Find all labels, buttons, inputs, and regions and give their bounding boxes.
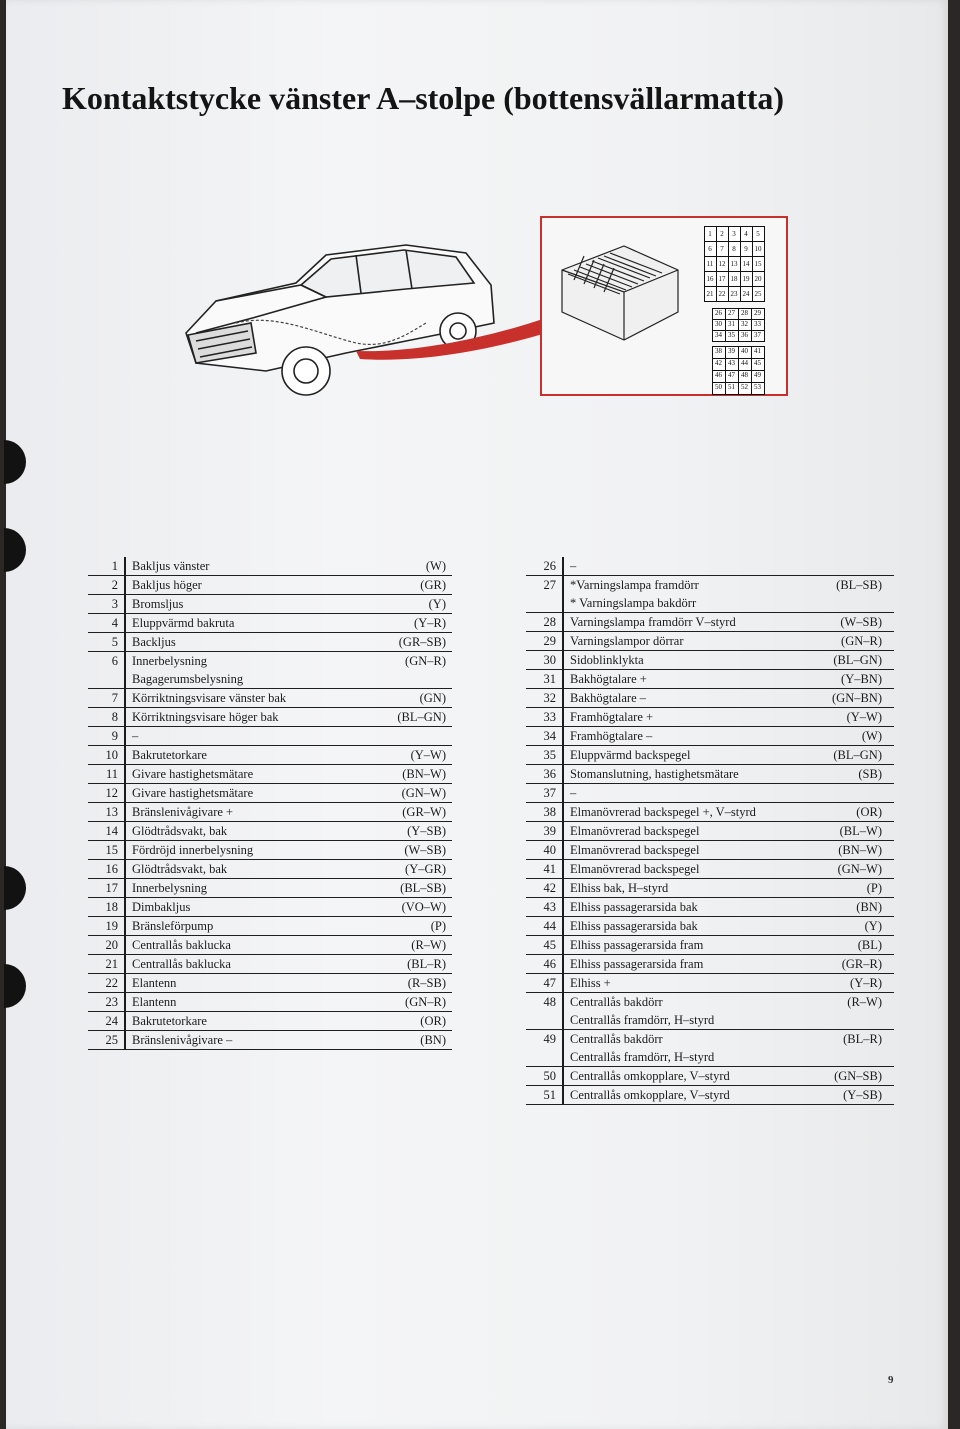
pin-number: 37 <box>543 786 556 800</box>
table-row <box>526 727 894 746</box>
pin-number: 47 <box>543 976 556 990</box>
table-row <box>526 632 894 651</box>
table-row <box>88 765 452 784</box>
pin-function: Elhiss passagerarsida bak <box>570 900 698 914</box>
wire-color-code: (GN–R) <box>841 634 882 648</box>
wire-color-code: (BN) <box>856 900 882 914</box>
table-row <box>526 936 894 955</box>
car-drawing <box>156 223 546 413</box>
pin-number: 39 <box>543 824 556 838</box>
table-row <box>526 898 894 917</box>
connector-pin: 15 <box>752 256 765 272</box>
pin-function: Elhiss bak, H–styrd <box>570 881 669 895</box>
pin-number: 27 <box>543 578 556 592</box>
table-row <box>88 917 452 936</box>
wire-color-code: (W–SB) <box>840 615 882 629</box>
table-row <box>88 1012 452 1031</box>
pin-function: Fördröjd innerbelysning <box>132 843 254 857</box>
pin-function: * Varningslampa bakdörr <box>570 596 697 610</box>
pin-number: 18 <box>105 900 118 914</box>
pin-table-right <box>526 557 894 1105</box>
table-row <box>526 974 894 993</box>
connector-pin: 13 <box>728 256 741 272</box>
pin-number: 25 <box>105 1033 118 1047</box>
pin-number: 42 <box>543 881 556 895</box>
table-row <box>526 879 894 898</box>
wire-color-code: (GR–SB) <box>398 635 446 649</box>
wire-color-code: (P) <box>866 881 882 895</box>
pin-number: 36 <box>543 767 556 781</box>
pin-number: 14 <box>105 824 118 838</box>
connector-pin: 40 <box>738 346 752 359</box>
pin-function: Varningslampor dörrar <box>570 634 684 648</box>
pin-function: Centrallås omkopplare, V–styrd <box>570 1069 730 1083</box>
pin-function: Bakljus höger <box>132 578 202 592</box>
pin-function: Körriktningsvisare höger bak <box>132 710 279 724</box>
pin-table-left <box>88 557 452 1050</box>
table-row <box>526 955 894 974</box>
table-row <box>526 841 894 860</box>
pin-number: 31 <box>543 672 556 686</box>
pin-function: *Varningslampa framdörr <box>570 578 699 592</box>
document-page <box>6 0 948 1429</box>
wire-color-code: (BN) <box>420 1033 446 1047</box>
pin-number: 45 <box>543 938 556 952</box>
connector-pin: 17 <box>716 271 729 287</box>
table-row <box>88 955 452 974</box>
pin-number: 23 <box>105 995 118 1009</box>
table-row <box>88 746 452 765</box>
connector-pin: 23 <box>728 286 741 302</box>
connector-pin: 48 <box>738 370 752 383</box>
pin-number: 10 <box>105 748 118 762</box>
table-row <box>526 860 894 879</box>
connector-pin: 45 <box>751 358 765 371</box>
table-row <box>526 576 894 613</box>
wire-color-code: (BL–GN) <box>833 748 882 762</box>
connector-pin: 19 <box>740 271 753 287</box>
connector-pin: 31 <box>725 319 739 331</box>
pin-function: Elmanövrerad backspegel <box>570 862 700 876</box>
pin-function: – <box>132 729 139 743</box>
connector-pin: 30 <box>712 319 726 331</box>
wire-color-code: (GR–R) <box>841 957 882 971</box>
connector-inset <box>540 216 788 396</box>
table-row <box>526 557 894 576</box>
wire-color-code: (BL–R) <box>407 957 446 971</box>
connector-pin-grid-bottom <box>712 346 764 394</box>
table-row <box>526 993 894 1030</box>
pin-number: 3 <box>111 597 118 611</box>
wire-color-code: (GN–R) <box>405 995 446 1009</box>
pin-number: 49 <box>543 1032 556 1046</box>
pin-number: 33 <box>543 710 556 724</box>
connector-pin: 37 <box>751 330 765 342</box>
table-row <box>526 1086 894 1105</box>
pin-function: Bagagerumsbelysning <box>132 672 244 686</box>
pin-function: Elhiss + <box>570 976 611 990</box>
table-row <box>88 1031 452 1050</box>
pin-function: Bakhögtalare + <box>570 672 647 686</box>
connector-pin: 44 <box>738 358 752 371</box>
pin-function: Framhögtalare + <box>570 710 654 724</box>
table-row <box>88 898 452 917</box>
connector-pin: 20 <box>752 271 765 287</box>
pin-number: 19 <box>105 919 118 933</box>
wire-color-code: (BL–SB) <box>836 578 882 592</box>
pin-number: 16 <box>105 862 118 876</box>
table-row <box>526 746 894 765</box>
table-row <box>88 708 452 727</box>
table-row <box>88 727 452 746</box>
connector-pin-grid-middle <box>712 308 764 341</box>
pin-function: – <box>570 559 577 573</box>
table-row <box>88 879 452 898</box>
wire-color-code: (BL–GN) <box>397 710 446 724</box>
car-illustration <box>156 208 796 408</box>
wire-color-code: (SB) <box>858 767 882 781</box>
pin-number: 50 <box>543 1069 556 1083</box>
connector-pin: 18 <box>728 271 741 287</box>
connector-pin: 50 <box>712 382 726 395</box>
table-row <box>88 614 452 633</box>
wire-color-code: (Y–W) <box>846 710 882 724</box>
wire-color-code: (R–W) <box>411 938 446 952</box>
table-row <box>526 1030 894 1067</box>
connector-pin: 51 <box>725 382 739 395</box>
pin-function: Givare hastighetsmätare <box>132 767 254 781</box>
connector-pin-grid-top <box>704 226 764 301</box>
table-row <box>88 803 452 822</box>
pin-function: Elhiss passagerarsida fram <box>570 957 704 971</box>
table-row <box>526 670 894 689</box>
connector-pin: 14 <box>740 256 753 272</box>
connector-pin: 34 <box>712 330 726 342</box>
pin-function: Eluppvärmd backspegel <box>570 748 691 762</box>
connector-pin: 36 <box>738 330 752 342</box>
connector-pin: 43 <box>725 358 739 371</box>
connector-pin: 1 <box>704 226 717 242</box>
connector-pin: 5 <box>752 226 765 242</box>
table-row <box>526 689 894 708</box>
pin-number: 24 <box>105 1014 118 1028</box>
connector-pin: 6 <box>704 241 717 257</box>
pin-function: Givare hastighetsmätare <box>132 786 254 800</box>
connector-pin: 26 <box>712 308 726 320</box>
wire-color-code: (BL–SB) <box>400 881 446 895</box>
pin-function: Elhiss passagerarsida fram <box>570 938 704 952</box>
page-title: Kontaktstycke vänster A–stolpe (bottensvällarmatta) <box>62 80 785 116</box>
table-row <box>88 595 452 614</box>
pin-function: – <box>570 786 577 800</box>
pin-function: Centrallås baklucka <box>132 957 231 971</box>
wire-color-code: (W) <box>861 729 882 743</box>
wire-color-code: (GN–BN) <box>832 691 882 705</box>
binder-hole <box>4 964 26 1008</box>
table-row <box>88 784 452 803</box>
connector-pin: 39 <box>725 346 739 359</box>
pin-function: Centrallås framdörr, H–styrd <box>570 1013 715 1027</box>
pin-function: Innerbelysning <box>132 654 207 668</box>
wire-color-code: (GN–SB) <box>834 1069 882 1083</box>
connector-pin: 22 <box>716 286 729 302</box>
pin-function: Centrallås bakdörr <box>570 1032 663 1046</box>
binder-hole <box>4 866 26 910</box>
wire-color-code: (Y–R) <box>850 976 882 990</box>
pin-number: 15 <box>105 843 118 857</box>
connector-pin: 42 <box>712 358 726 371</box>
wire-color-code: (Y–SB) <box>843 1088 882 1102</box>
wire-color-code: (GN–R) <box>405 654 446 668</box>
connector-pin: 7 <box>716 241 729 257</box>
wire-color-code: (BL–GN) <box>833 653 882 667</box>
pin-number: 40 <box>543 843 556 857</box>
pin-function: Innerbelysning <box>132 881 207 895</box>
pin-function: Varningslampa framdörr V–styrd <box>570 615 736 629</box>
pin-function: Bakrutetorkare <box>132 1014 207 1028</box>
connector-pin: 4 <box>740 226 753 242</box>
pin-number: 11 <box>105 767 118 781</box>
wire-color-code: (Y–R) <box>414 616 446 630</box>
connector-pin: 32 <box>738 319 752 331</box>
table-row <box>88 841 452 860</box>
table-row <box>88 576 452 595</box>
wire-color-code: (GR–W) <box>402 805 446 819</box>
wire-color-code: (BN–W) <box>402 767 446 781</box>
connector-pin: 25 <box>752 286 765 302</box>
connector-pin: 2 <box>716 226 729 242</box>
pin-function: Centrallås omkopplare, V–styrd <box>570 1088 730 1102</box>
pin-number: 46 <box>543 957 556 971</box>
wire-color-code: (R–SB) <box>407 976 446 990</box>
wire-color-code: (BN–W) <box>838 843 882 857</box>
pin-number: 7 <box>111 691 118 705</box>
pin-number: 22 <box>105 976 118 990</box>
pin-function: Elmanövrerad backspegel <box>570 824 700 838</box>
connector-pin: 16 <box>704 271 717 287</box>
wire-color-code: (P) <box>430 919 446 933</box>
wire-color-code: (BL–W) <box>839 824 882 838</box>
pin-number: 6 <box>111 654 118 668</box>
table-row <box>88 993 452 1012</box>
pin-number: 43 <box>543 900 556 914</box>
wire-color-code: (GN–W) <box>837 862 882 876</box>
connector-pin: 52 <box>738 382 752 395</box>
pin-number: 4 <box>111 616 118 630</box>
pin-function: Stomanslutning, hastighetsmätare <box>570 767 739 781</box>
pin-function: Sidoblinklykta <box>570 653 644 667</box>
connector-pin: 24 <box>740 286 753 302</box>
pin-function: Elmanövrerad backspegel +, V–styrd <box>570 805 756 819</box>
connector-pin: 10 <box>752 241 765 257</box>
pin-number: 2 <box>111 578 118 592</box>
wire-color-code: (Y–W) <box>410 748 446 762</box>
pin-number: 8 <box>111 710 118 724</box>
pin-function: Bränslenivågivare – <box>132 1033 233 1047</box>
pin-number: 5 <box>111 635 118 649</box>
connector-pin: 12 <box>716 256 729 272</box>
table-row <box>88 936 452 955</box>
table-row <box>526 613 894 632</box>
connector-pin: 46 <box>712 370 726 383</box>
connector-pin: 11 <box>704 256 717 272</box>
pin-number: 51 <box>543 1088 556 1102</box>
pin-function: Framhögtalare – <box>570 729 653 743</box>
table-row <box>526 784 894 803</box>
table-row <box>88 652 452 689</box>
connector-pin: 9 <box>740 241 753 257</box>
pin-number: 9 <box>111 729 118 743</box>
table-row <box>526 803 894 822</box>
connector-pin: 3 <box>728 226 741 242</box>
wire-color-code: (R–W) <box>847 995 882 1009</box>
table-row <box>526 822 894 841</box>
table-row <box>526 765 894 784</box>
pin-function: Bromsljus <box>132 597 184 611</box>
connector-pin: 41 <box>751 346 765 359</box>
binder-hole <box>4 440 26 484</box>
connector-pin: 38 <box>712 346 726 359</box>
pin-number: 44 <box>543 919 556 933</box>
pin-number: 17 <box>105 881 118 895</box>
connector-pin: 33 <box>751 319 765 331</box>
pin-function: Backljus <box>132 635 176 649</box>
pin-function: Elantenn <box>132 995 177 1009</box>
pin-number: 34 <box>543 729 556 743</box>
table-row <box>88 689 452 708</box>
pin-function: Centrallås bakdörr <box>570 995 663 1009</box>
pin-function: Bakljus vänster <box>132 559 210 573</box>
table-row <box>526 708 894 727</box>
pin-function: Glödtrådsvakt, bak <box>132 824 228 838</box>
wire-color-code: (GR) <box>420 578 446 592</box>
wire-color-code: (Y) <box>428 597 446 611</box>
pin-function: Eluppvärmd bakruta <box>132 616 235 630</box>
table-row <box>526 651 894 670</box>
wire-color-code: (Y–GR) <box>405 862 446 876</box>
wire-color-code: (W) <box>425 559 446 573</box>
pin-number: 38 <box>543 805 556 819</box>
connector-pin: 28 <box>738 308 752 320</box>
wire-color-code: (Y–BN) <box>841 672 882 686</box>
connector-pin: 8 <box>728 241 741 257</box>
pin-function: Bakhögtalare – <box>570 691 647 705</box>
binder-hole <box>4 528 26 572</box>
pin-number: 28 <box>543 615 556 629</box>
connector-pin: 49 <box>751 370 765 383</box>
pin-function: Elhiss passagerarsida bak <box>570 919 698 933</box>
pin-function: Elantenn <box>132 976 177 990</box>
pin-function: Centrallås framdörr, H–styrd <box>570 1050 715 1064</box>
pin-number: 29 <box>543 634 556 648</box>
pin-function: Bakrutetorkare <box>132 748 207 762</box>
pin-number: 48 <box>543 995 556 1009</box>
table-row <box>526 1067 894 1086</box>
wire-color-code: (Y–SB) <box>407 824 446 838</box>
connector-housing-drawing <box>554 240 684 350</box>
pin-number: 32 <box>543 691 556 705</box>
pin-function: Elmanövrerad backspegel <box>570 843 700 857</box>
wire-color-code: (VO–W) <box>401 900 446 914</box>
connector-pin: 21 <box>704 286 717 302</box>
table-row <box>88 822 452 841</box>
page-number: 9 <box>888 1374 894 1386</box>
pin-number: 21 <box>105 957 118 971</box>
wire-color-code: (BL–R) <box>843 1032 882 1046</box>
table-row <box>88 633 452 652</box>
connector-pin: 35 <box>725 330 739 342</box>
connector-pin: 53 <box>751 382 765 395</box>
wire-color-code: (W–SB) <box>404 843 446 857</box>
table-row <box>88 860 452 879</box>
pin-function: Körriktningsvisare vänster bak <box>132 691 287 705</box>
wire-color-code: (OR) <box>420 1014 446 1028</box>
wire-color-code: (GN–W) <box>401 786 446 800</box>
connector-pin: 27 <box>725 308 739 320</box>
connector-pin: 29 <box>751 308 765 320</box>
pin-function: Centrallås baklucka <box>132 938 231 952</box>
table-row <box>526 917 894 936</box>
pin-number: 41 <box>543 862 556 876</box>
pin-number: 20 <box>105 938 118 952</box>
pin-number: 35 <box>543 748 556 762</box>
connector-pin: 47 <box>725 370 739 383</box>
wire-color-code: (BL) <box>857 938 882 952</box>
pin-function: Bränsleförpump <box>132 919 214 933</box>
pin-number: 26 <box>543 559 556 573</box>
pin-number: 1 <box>111 559 118 573</box>
pin-number: 13 <box>105 805 118 819</box>
pin-function: Dimbakljus <box>132 900 191 914</box>
pin-number: 30 <box>543 653 556 667</box>
wire-color-code: (Y) <box>864 919 882 933</box>
pin-function: Bränslenivågivare + <box>132 805 234 819</box>
table-row <box>88 974 452 993</box>
wire-color-code: (GN) <box>419 691 446 705</box>
table-row <box>88 557 452 576</box>
pin-function: Glödtrådsvakt, bak <box>132 862 228 876</box>
wire-color-code: (OR) <box>856 805 882 819</box>
pin-number: 12 <box>105 786 118 800</box>
